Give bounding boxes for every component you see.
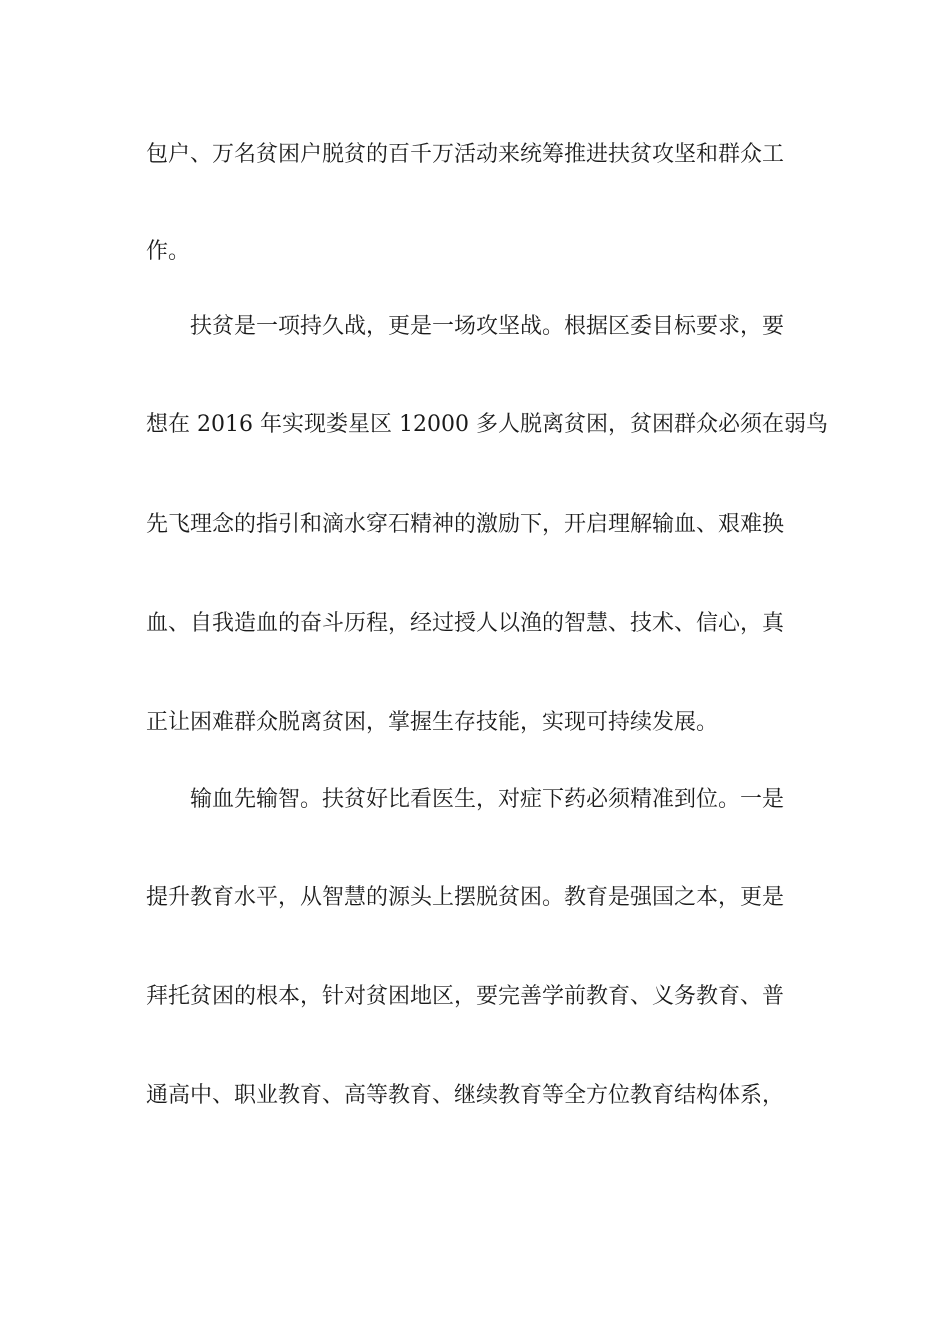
text-line: 血、自我造血的奋斗历程，经过授人以渔的智慧、技术、信心，真 — [146, 611, 785, 636]
text-line: 提升教育水平，从智慧的源头上摆脱贫困。教育是强国之本，更是 — [146, 885, 785, 910]
paragraph-start-line: 扶贫是一项持久战，更是一场攻坚战。根据区委目标要求，要 — [190, 314, 785, 339]
text-line: 包户、万名贫困户脱贫的百千万活动来统筹推进扶贫攻坚和群众工 — [146, 142, 785, 167]
text-line: 想在 2016 年实现娄星区 12000 多人脱离贫困，贫困群众必须在弱鸟 — [146, 412, 828, 437]
text-line: 拜托贫困的根本，针对贫困地区，要完善学前教育、义务教育、普 — [146, 984, 785, 1009]
text-line: 先飞理念的指引和滴水穿石精神的激励下，开启理解输血、艰难换 — [146, 512, 785, 537]
text-line: 通高中、职业教育、高等教育、继续教育等全方位教育结构体系， — [146, 1083, 785, 1108]
text-line: 作。 — [146, 239, 191, 264]
text-line: 正让困难群众脱离贫困，掌握生存技能，实现可持续发展。 — [146, 710, 719, 735]
paragraph-start-line: 输血先输智。扶贫好比看医生，对症下药必须精准到位。一是 — [190, 787, 785, 812]
